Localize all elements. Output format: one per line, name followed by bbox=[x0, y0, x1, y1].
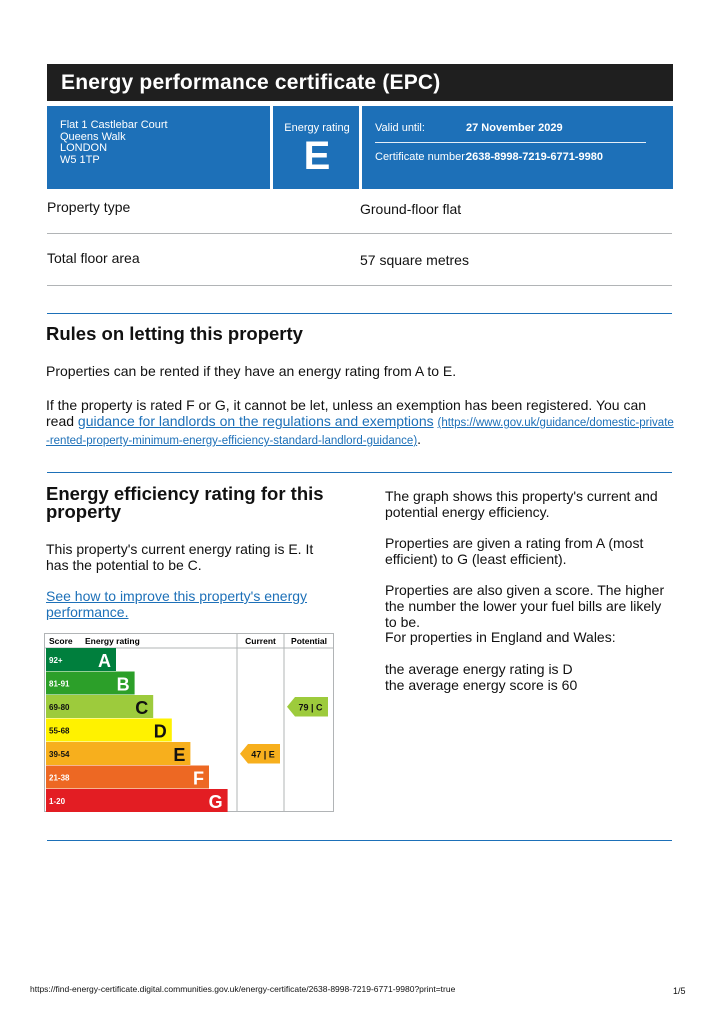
rules-paragraph-2 bbox=[46, 397, 676, 449]
score-header: Score bbox=[49, 636, 73, 646]
epc-rating-chart bbox=[44, 633, 334, 813]
average-score: the average energy score is 60 bbox=[385, 677, 578, 693]
floor-area-label: Total floor area bbox=[47, 250, 140, 266]
band-letter-d: D bbox=[153, 721, 167, 742]
band-bar-f bbox=[46, 766, 209, 789]
divider bbox=[375, 142, 646, 143]
score-description: Properties are also given a score. The higher the number the lower your fuel bills are likely to be. bbox=[385, 582, 665, 630]
page-number: 1/5 bbox=[673, 986, 686, 996]
rules-paragraph-2-text: If the property is rated F or G, it cannot be let, unless an exemption has been registered. You can read bbox=[46, 397, 647, 429]
band-range-d: 55-68 bbox=[49, 726, 70, 736]
efficiency-heading: Energy efficiency rating for this property bbox=[46, 483, 324, 522]
property-type-value: Ground-floor flat bbox=[360, 201, 462, 217]
energy-rating-label: Energy rating bbox=[284, 122, 350, 134]
page-title: Energy performance certificate (EPC) bbox=[47, 64, 673, 101]
band-bar-g bbox=[46, 789, 228, 812]
property-address bbox=[60, 120, 168, 166]
valid-until-label: Valid until: bbox=[375, 122, 425, 134]
address-line-3: LONDON bbox=[60, 142, 108, 154]
band-range-b: 81-91 bbox=[49, 679, 70, 689]
address-line-2: Queens Walk bbox=[60, 130, 126, 143]
section-divider bbox=[47, 472, 672, 473]
divider bbox=[47, 285, 672, 286]
address-line-1: Flat 1 Castlebar Court bbox=[60, 119, 168, 131]
summary-panel bbox=[47, 106, 673, 189]
divider bbox=[359, 106, 362, 189]
band-range-a: 92+ bbox=[49, 655, 63, 665]
band-range-c: 69-80 bbox=[49, 702, 70, 712]
improve-performance-link[interactable]: See how to improve this property's energy performance. bbox=[46, 588, 308, 620]
band-letter-c: C bbox=[135, 697, 149, 718]
valid-until-value: 27 November 2029 bbox=[466, 122, 563, 134]
band-letter-a: A bbox=[98, 650, 111, 671]
rules-paragraph-2-end: . bbox=[417, 431, 422, 447]
landlord-guidance-link[interactable]: guidance for landlords on the regulations and exemptions bbox=[77, 413, 434, 429]
band-range-e: 39-54 bbox=[49, 749, 70, 759]
band-letter-e: E bbox=[173, 744, 186, 765]
property-type-label: Property type bbox=[47, 199, 131, 215]
graph-description: The graph shows this property's current and potential energy efficiency. bbox=[385, 488, 658, 520]
potential-rating-label: 79 | C bbox=[298, 702, 323, 713]
section-divider bbox=[47, 313, 672, 314]
potential-header: Potential bbox=[291, 636, 327, 646]
rules-paragraph-1: Properties can be rented if they have an energy rating from A to E. bbox=[46, 363, 457, 379]
divider bbox=[47, 233, 672, 234]
current-rating-text: This property's current energy rating is E. It has the potential to be C. bbox=[46, 541, 314, 573]
rules-heading: Rules on letting this property bbox=[46, 323, 303, 344]
band-range-f: 21-38 bbox=[49, 773, 70, 783]
rating-scale-description: Properties are given a rating from A (most efficient) to G (least efficient). bbox=[385, 535, 644, 567]
floor-area-value: 57 square metres bbox=[360, 252, 469, 268]
band-letter-f: F bbox=[193, 768, 204, 789]
energy-rating-value: E bbox=[303, 134, 331, 178]
energy-rating-header: Energy rating bbox=[85, 636, 140, 646]
certificate-number-label: Certificate number: bbox=[375, 151, 468, 163]
section-divider bbox=[47, 840, 672, 841]
address-line-4: W5 1TP bbox=[60, 153, 100, 166]
band-letter-b: B bbox=[116, 674, 130, 695]
average-rating: the average energy rating is D bbox=[385, 661, 573, 677]
band-range-g: 1-20 bbox=[49, 796, 66, 806]
footer-url: https://find-energy-certificate.digital.communities.gov.uk/energy-certificate/2638-8998-7219-6771-9980?print=true bbox=[30, 984, 456, 994]
band-letter-g: G bbox=[208, 791, 223, 812]
certificate-number-value: 2638-8998-7219-6771-9980 bbox=[466, 151, 604, 163]
current-rating-label: 47 | E bbox=[251, 749, 275, 760]
landlord-guidance-url[interactable]: (https://www.gov.uk/guidance/domestic-private-rented-property-minimum-energy-efficiency-standard-landlord-guidance) bbox=[46, 417, 674, 447]
current-header: Current bbox=[245, 636, 276, 646]
region-note: For properties in England and Wales: bbox=[385, 629, 616, 645]
